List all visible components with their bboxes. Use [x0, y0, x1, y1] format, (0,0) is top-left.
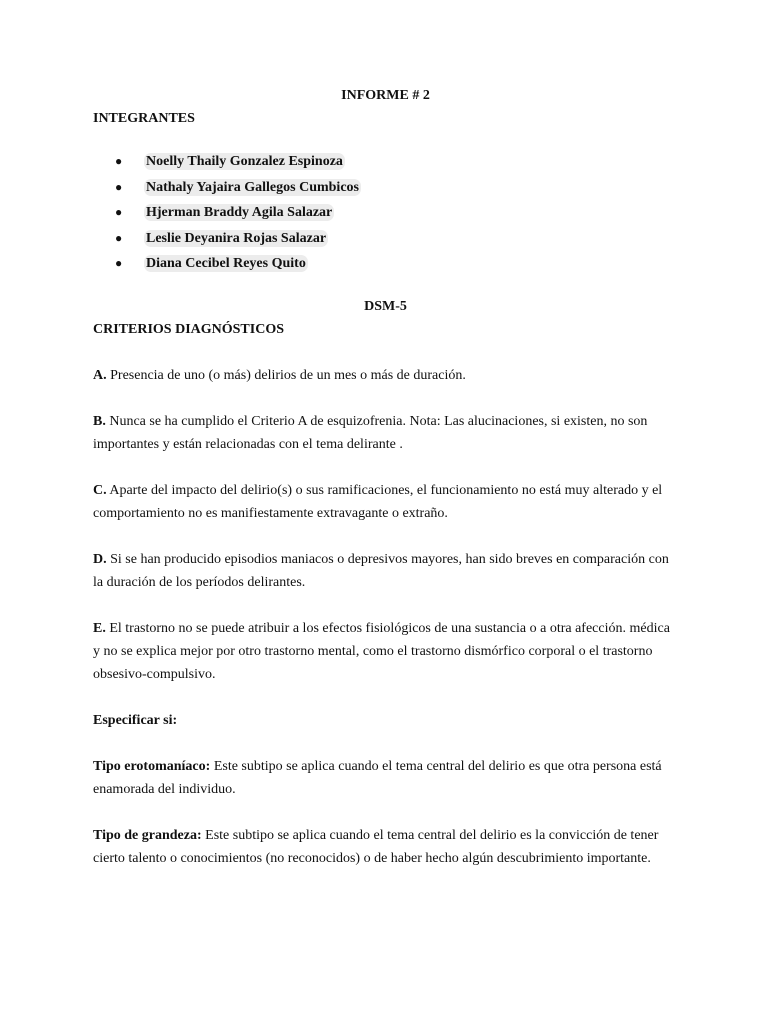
bullet-icon: ●	[115, 230, 123, 245]
member-name: Leslie Deyanira Rojas Salazar	[146, 230, 327, 246]
criterion-letter: A.	[93, 367, 107, 383]
criterion-a	[93, 364, 678, 387]
criterion-letter: C.	[93, 482, 107, 498]
list-item	[93, 149, 678, 175]
member-name: Nathaly Yajaira Gallegos Cumbicos	[146, 179, 359, 195]
criterion-d	[93, 548, 678, 594]
bullet-icon: ●	[115, 154, 123, 168]
criterion-text: El trastorno no se puede atribuir a los efectos fisiológicos de una sustancia o a otra afección. médica y no se explica mejor por otro trastorno mental, como el trastorno dismórfico corporal o el trastorno obsesivo-compulsivo.	[93, 620, 670, 682]
dsm-title: DSM-5	[364, 298, 407, 314]
criteria-heading: CRITERIOS DIAGNÓSTICOS	[93, 321, 284, 337]
criterion-e	[93, 617, 678, 686]
subtype-label: Tipo de grandeza:	[93, 827, 202, 843]
members-heading: INTEGRANTES	[93, 111, 195, 126]
criterion-b	[93, 410, 678, 456]
members-list	[93, 149, 678, 277]
criterion-letter: B.	[93, 413, 106, 429]
list-item	[93, 200, 678, 226]
specify-heading	[93, 709, 678, 732]
subtype-text: Este subtipo se aplica cuando el tema central del delirio es que otra persona está enamorada del individuo.	[93, 758, 662, 797]
criterion-text: Si se han producido episodios maniacos o depresivos mayores, han sido breves en comparación con la duración de los períodos delirantes.	[93, 551, 669, 590]
subtype-grandiose	[93, 824, 678, 870]
member-name: Noelly Thaily Gonzalez Espinoza	[146, 154, 343, 169]
criterion-text: Presencia de uno (o más) delirios de un mes o más de duración.	[106, 367, 466, 383]
member-name: Diana Cecibel Reyes Quito	[146, 256, 306, 271]
list-item	[93, 226, 678, 252]
subtype-erotomaniac	[93, 755, 678, 801]
subtype-text: Este subtipo se aplica cuando el tema central del delirio es la convicción de tener cierto talento o conocimientos (no reconocidos) o de haber hecho algún descubrimiento importante.	[93, 827, 659, 866]
specify-heading-text: Especificar si:	[93, 712, 178, 728]
criterion-c	[93, 479, 678, 525]
criterion-letter: E.	[93, 620, 106, 636]
list-item	[93, 251, 678, 277]
bullet-icon: ●	[115, 205, 123, 219]
member-name: Hjerman Braddy Agila Salazar	[146, 205, 333, 220]
document-page	[93, 86, 678, 870]
criterion-letter: D.	[93, 551, 107, 567]
subtype-label: Tipo erotomaníaco:	[93, 758, 211, 774]
bullet-icon: ●	[115, 179, 123, 194]
report-title: INFORME # 2	[341, 88, 430, 103]
list-item	[93, 175, 678, 201]
criterion-text: Nunca se ha cumplido el Criterio A de esquizofrenia. Nota: Las alucinaciones, si existen, no son importantes y están relacionadas con el tema delirante .	[93, 413, 648, 452]
criterion-text: Aparte del impacto del delirio(s) o sus ramificaciones, el funcionamiento no está muy alterado y el comportamiento no es manifiestamente extravagante o extraño.	[93, 482, 663, 521]
bullet-icon: ●	[115, 256, 123, 270]
